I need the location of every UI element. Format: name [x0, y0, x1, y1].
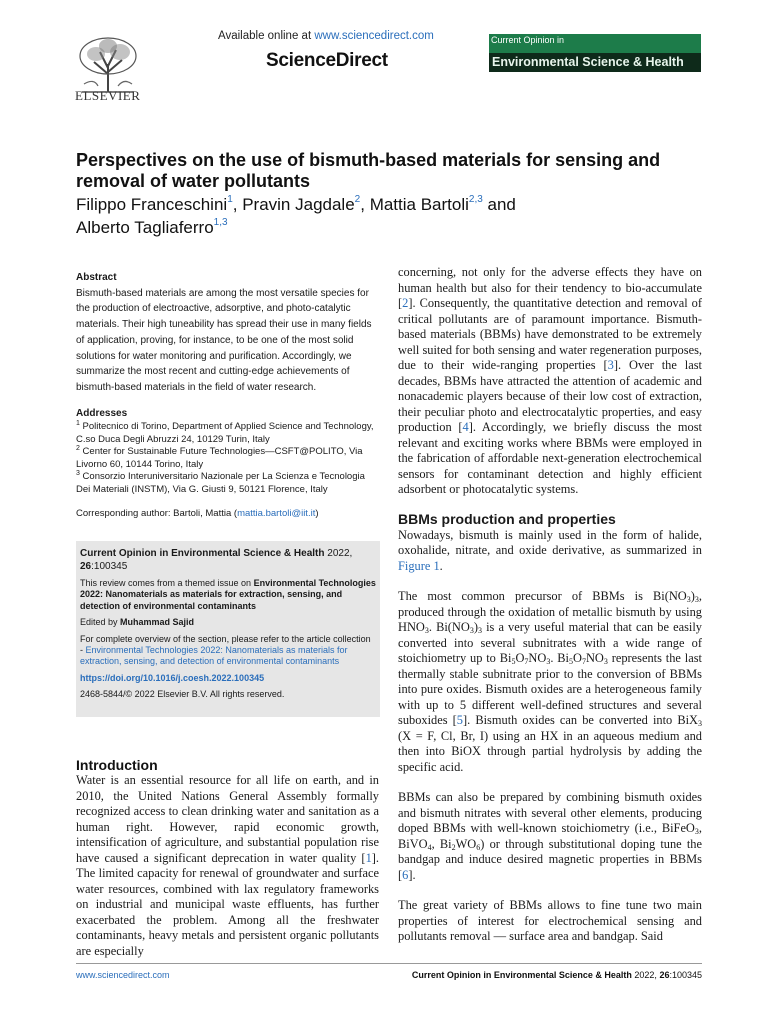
- body-text-part: NO: [585, 651, 604, 665]
- footer-article-number: :100345: [669, 970, 702, 980]
- address-text: Consorzio Interuniversitario Nazionale per La Scienza e Tecnologia Dei Materiali (INSTM), Via G. Giusti 9, 50121 Florence, Italy: [76, 471, 365, 495]
- body-paragraph: [398, 790, 702, 883]
- author-name: Alberto Tagliaferro: [76, 218, 214, 237]
- body-text-part: ]. Consequently, the quantitative detection and removal of critical pollutants are of paramount importance. Bismuth-based materials (BBMs) have demonstrated to be extremely well suited for both sensing and water regeneration purposes, due to their wide-ranging properties [: [398, 296, 702, 372]
- journal-banner-main: [489, 53, 701, 72]
- author-list: [76, 193, 716, 239]
- footer-sciencedirect-link[interactable]: www.sciencedirect.com: [76, 970, 170, 980]
- corresponding-email-link[interactable]: mattia.bartoli@iit.it: [237, 508, 316, 520]
- body-text-part: WO: [455, 836, 477, 851]
- subscript: 3: [603, 657, 608, 666]
- introduction-heading: Introduction: [76, 757, 158, 773]
- availability-line: [218, 30, 434, 42]
- doi-link[interactable]: https://doi.org/10.1016/j.coesh.2022.100345: [80, 672, 265, 683]
- body-paragraph: The great variety of BBMs allows to fine tune two main properties of interest for electrochemical sensing and pollutants removal — surface area and bandgap. Said: [398, 898, 702, 943]
- subscript: 3: [694, 827, 699, 836]
- collection-link[interactable]: Environmental Technologies 2022: Nanomaterials as materials for extraction, sensing, and detection of environmental contaminants: [80, 645, 348, 667]
- section-heading: BBMs production and properties: [398, 510, 616, 527]
- subscript: 6: [476, 842, 481, 852]
- body-text-part: , BiVO: [398, 821, 702, 851]
- body-text-part: Nowadays, bismuth is mainly used in the form of halide, oxohalide, nitrate, and oxide derivative, as summarized in: [398, 527, 702, 557]
- body-text-part: BBMs can also be prepared by combining bismuth oxides and bismuth nitrates with several other elements, producing doped BBMs with well-known stoichiometry (i.e., BiFeO: [398, 790, 702, 835]
- body-text-part: ]. Over the last decades, BBMs have attracted the attention of academic and nonacademic players because of their low cost of extraction, their peculiar photo and electrocatalytic properties, and easy production [: [398, 358, 702, 434]
- body-text-part: ].: [408, 867, 416, 882]
- author-affiliation[interactable]: 2: [354, 194, 361, 205]
- citation-article-number: :100345: [91, 561, 128, 572]
- subscript: 3: [477, 626, 482, 635]
- body-paragraph: [398, 265, 702, 498]
- body-text-part: . Bi: [550, 651, 569, 665]
- subscript: 7: [581, 657, 586, 666]
- body-text-part: , Bi: [431, 836, 452, 851]
- intro-text-part: ]. The limited capacity for renewal of groundwater and surface water resources, combined with lax regulatory frameworks on industrial and municipal waste effluents, has further exacerbated the problem. Among all the freshwater contaminants, heavy metals and persistent organic pollutants are especially: [76, 850, 379, 958]
- body-text-part: O: [572, 651, 582, 665]
- reference-link[interactable]: 2: [402, 296, 409, 310]
- journal-banner: [489, 34, 701, 72]
- body-text-part: ): [473, 620, 478, 634]
- author-name: Mattia Bartoli: [369, 195, 469, 214]
- subscript: 3: [697, 719, 702, 728]
- corresponding-suffix: ): [315, 508, 319, 520]
- body-text-part: , produced through the oxidation of metallic bismuth by using HNO: [398, 589, 702, 634]
- availability-prefix: Available online at: [218, 30, 315, 42]
- author-name: Pravin Jagdale: [242, 195, 355, 214]
- journal-banner-top: Current Opinion in: [491, 35, 565, 45]
- intro-text-part: Water is an essential resource for all life on earth, and in 2010, the United Nations General Assembly formally recognized access to clean drinking water and sanitation as a human right. However, rapid economic growth, intensification of agriculture, and substantial population rise have caused a significant deprecation in water quality [: [76, 773, 379, 865]
- address-text: Politecnico di Torino, Department of Applied Science and Technology, C.so Duca Degli Abruzzi 24, 10129 Turin, Italy: [76, 421, 374, 445]
- reference-link[interactable]: 4: [462, 420, 469, 434]
- subscript: 5: [568, 657, 573, 666]
- author-separator: ,: [232, 195, 243, 214]
- right-column-body: [398, 265, 702, 960]
- sciencedirect-wordmark: ScienceDirect: [266, 50, 388, 71]
- overview-line: [80, 634, 376, 668]
- left-column-front-matter: [76, 270, 380, 521]
- subscript: 3: [469, 626, 474, 635]
- footer-journal: Current Opinion in Environmental Science & Health: [411, 970, 632, 980]
- subscript: 2: [451, 842, 456, 852]
- author-separator: and: [482, 195, 516, 214]
- abstract-text: Bismuth-based materials are among the most versatile species for the production of electroactive, adsorptive, and photo-catalytic materials. Their high tuneability has spread their use in many fields of application, proving, for instance, to be one of the most solid solutions for water monitoring and purification. Accordingly, we summarize the most recent and cutting-edge achievements of bismuth-based materials in the field of water research.: [76, 287, 372, 393]
- reference-link[interactable]: 5: [456, 713, 463, 727]
- themed-prefix: This review comes from a themed issue on: [80, 578, 254, 588]
- subscript: 3: [694, 595, 699, 604]
- subscript: 3: [686, 595, 691, 604]
- author-affiliation[interactable]: 2,3: [468, 194, 483, 205]
- body-text-part: The most common precursor of BBMs is Bi(NO: [398, 589, 687, 603]
- body-text-part: ]. Accordingly, we briefly discuss the most relevant and exciting works where BBMs were employed in the fabrication of affordable next-generation electrochemical sensors for contaminant detection and highly efficient adsorbent or photocatalytic systems.: [398, 420, 702, 496]
- editor-line: [80, 617, 376, 628]
- footer-divider: [76, 963, 702, 964]
- editor-name: Muhammad Sajid: [120, 617, 195, 628]
- article-info-box: [76, 541, 380, 717]
- body-text-part: ): [690, 589, 695, 603]
- body-text-part: NO: [528, 651, 547, 665]
- footer-volume: 26: [659, 970, 670, 980]
- body-text-part: ]. Bismuth oxides can be converted into BiX: [463, 713, 698, 727]
- themed-issue-line: [80, 578, 376, 612]
- author-affiliation[interactable]: 1,3: [213, 217, 228, 228]
- themed-issue-title: Environmental Technologies 2022: Nanomaterials as materials for extraction, sensing, and detection of environmental contaminants: [80, 578, 376, 611]
- citation-year: 2022,: [327, 548, 353, 559]
- subscript: 3: [424, 626, 429, 635]
- address-number: 2: [76, 445, 80, 453]
- author-name: Filippo Franceschini: [76, 195, 228, 214]
- body-text-part: ) or through substitutional doping tune the bandgap and induce desired magnetic properties in BBMs [: [398, 836, 703, 882]
- address-item: [76, 471, 380, 496]
- body-text-part: is a very useful material that can be easily converted into several subnitrates with a wide range of stoichiometry up to Bi: [398, 620, 702, 665]
- address-number: 1: [76, 420, 80, 428]
- citation-journal: Current Opinion in Environmental Science & Health: [80, 548, 325, 559]
- body-text-part: represents the last thermally stable subnitrate prior to the conversion of BBMs into pure oxides. Bismuth oxides are a heterogeneous family with up to 5 different well-defined structures and several suboxides [: [398, 651, 702, 727]
- citation-volume: 26: [80, 561, 92, 572]
- citation-line: [80, 547, 376, 573]
- abstract-heading: Abstract: [76, 272, 117, 283]
- body-text-part: (X = F, Cl, Br, I) using an HX in an aqueous medium and then into BiOX through partial hydrolysis by adding the specific acid.: [398, 728, 702, 774]
- subscript: 3: [546, 657, 551, 666]
- subscript: 5: [511, 657, 516, 666]
- subscript: 4: [427, 842, 432, 852]
- author-separator: ,: [360, 195, 370, 214]
- addresses-heading: Addresses: [76, 407, 128, 419]
- body-paragraph: [398, 589, 702, 775]
- address-item: [76, 446, 380, 471]
- body-text-part: .: [439, 558, 443, 573]
- address-number: 3: [76, 470, 80, 478]
- footer-year: 2022,: [631, 970, 660, 980]
- introduction-text: [76, 773, 379, 959]
- corresponding-prefix: Corresponding author: Bartoli, Mattia (: [76, 508, 238, 520]
- figure-link[interactable]: Figure 1: [398, 558, 440, 573]
- body-text-part: . Bi(NO: [428, 620, 470, 634]
- edited-prefix: Edited by: [80, 617, 121, 628]
- address-item: [76, 421, 380, 446]
- reference-link[interactable]: 3: [607, 358, 614, 372]
- publisher-name: ELSEVIER: [75, 88, 141, 103]
- article-title: Perspectives on the use of bismuth-based materials for sensing and removal of water pollutants: [76, 150, 661, 191]
- body-text-part: O: [515, 651, 525, 665]
- author-affiliation[interactable]: 1: [227, 194, 233, 205]
- body-text-part: concerning, not only for the adverse effects they have on human health but also for their tendency to bio-accumulate [: [398, 265, 702, 310]
- reference-link[interactable]: 1: [365, 850, 372, 865]
- journal-banner-title: Environmental Science & Health: [492, 55, 684, 69]
- reference-link[interactable]: 6: [402, 867, 409, 882]
- corresponding-author: [76, 508, 380, 521]
- address-text: Center for Sustainable Future Technologies—CSFT@POLITO, Via Livorno 60, 10144 Torino, Italy: [76, 446, 363, 470]
- subscript: 7: [524, 657, 529, 666]
- copyright-line: 2468-5844/© 2022 Elsevier B.V. All rights reserved.: [80, 689, 285, 700]
- sciencedirect-link[interactable]: www.sciencedirect.com: [314, 30, 434, 42]
- body-paragraph: [398, 528, 702, 575]
- overview-prefix: For complete overview of the section, please refer to the article collection -: [80, 633, 371, 656]
- footer-citation: [412, 970, 702, 980]
